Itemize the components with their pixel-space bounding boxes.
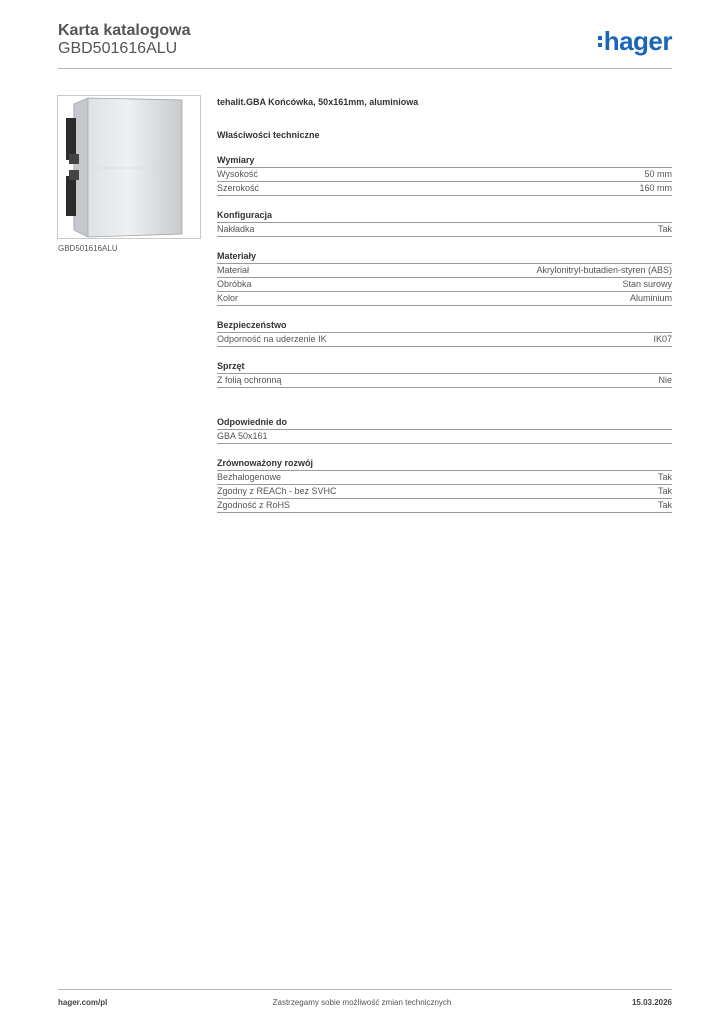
- spec-label: Materiał: [217, 265, 250, 275]
- spec-group: [217, 360, 672, 388]
- spec-row: [217, 333, 672, 347]
- spec-group-title: Odpowiednie do: [217, 416, 672, 430]
- spec-group: [217, 416, 672, 444]
- spec-row: [217, 499, 672, 513]
- spec-row: [217, 430, 672, 444]
- spec-row: [217, 223, 672, 237]
- spec-group: [217, 209, 672, 237]
- spec-label: Zgodność z RoHS: [217, 500, 291, 510]
- spec-group: [217, 457, 672, 513]
- spec-group: [217, 250, 672, 306]
- spec-label: Kolor: [217, 293, 239, 303]
- spec-value: Tak: [657, 486, 672, 496]
- product-image: [57, 95, 201, 239]
- spec-label: Wysokość: [217, 169, 258, 179]
- spec-value: Tak: [657, 472, 672, 482]
- specifications: [217, 96, 672, 513]
- logo-dots-icon: [598, 36, 602, 47]
- spec-label: Obróbka: [217, 279, 252, 289]
- spec-value: Nie: [658, 375, 672, 385]
- spec-row: [217, 485, 672, 499]
- spec-value: Stan surowy: [622, 279, 672, 289]
- spec-group-title: Materiały: [217, 250, 672, 264]
- spec-group-title: Sprzęt: [217, 360, 672, 374]
- document-subtitle: GBD501616ALU: [58, 40, 178, 57]
- technical-properties-heading: Właściwości techniczne: [217, 130, 320, 140]
- header-divider: [58, 68, 672, 69]
- spec-label: GBA 50x161: [217, 431, 268, 441]
- logo-wordmark: hager: [603, 26, 672, 56]
- image-caption: GBD501616ALU: [58, 244, 118, 253]
- spec-label: Zgodny z REACh - bez SVHC: [217, 486, 337, 496]
- spec-label: Nakładka: [217, 224, 255, 234]
- spec-value: Tak: [657, 500, 672, 510]
- spec-row: [217, 168, 672, 182]
- spec-label: Bezhalogenowe: [217, 472, 282, 482]
- spec-row: [217, 471, 672, 485]
- footer-note: Zastrzegamy sobie możliwość zmian technicznych: [272, 998, 452, 1007]
- spec-row: [217, 278, 672, 292]
- spec-value: IK07: [653, 334, 672, 344]
- spec-row: [217, 292, 672, 306]
- product-name: tehalit.GBA Końcówka, 50x161mm, aluminiowa: [217, 97, 419, 107]
- footer-website-link[interactable]: hager.com/pl: [58, 998, 108, 1007]
- spec-row: [217, 264, 672, 278]
- spec-group-title: Wymiary: [217, 154, 672, 168]
- spec-group: [217, 154, 672, 196]
- spec-group-title: Zrównoważony rozwój: [217, 457, 672, 471]
- end-cap-illustration: [58, 96, 200, 238]
- footer-date: 15.03.2026: [631, 998, 672, 1007]
- spec-label: Odporność na uderzenie IK: [217, 334, 327, 344]
- hager-logo: [598, 26, 672, 56]
- spec-group: [217, 319, 672, 347]
- spec-value: 160 mm: [639, 183, 672, 193]
- footer-divider: [58, 989, 672, 990]
- spec-value: Akrylonitryl-butadien-styren (ABS): [536, 265, 672, 275]
- spec-value: Tak: [657, 224, 672, 234]
- spec-value: 50 mm: [644, 169, 672, 179]
- spec-row: [217, 182, 672, 196]
- spec-label: Z folią ochronną: [217, 375, 282, 385]
- spec-row: [217, 374, 672, 388]
- spec-group-title: Konfiguracja: [217, 209, 672, 223]
- spec-label: Szerokość: [217, 183, 260, 193]
- spec-group-title: Bezpieczeństwo: [217, 319, 672, 333]
- document-title: Karta katalogowa: [58, 22, 191, 39]
- spec-value: Aluminium: [629, 293, 672, 303]
